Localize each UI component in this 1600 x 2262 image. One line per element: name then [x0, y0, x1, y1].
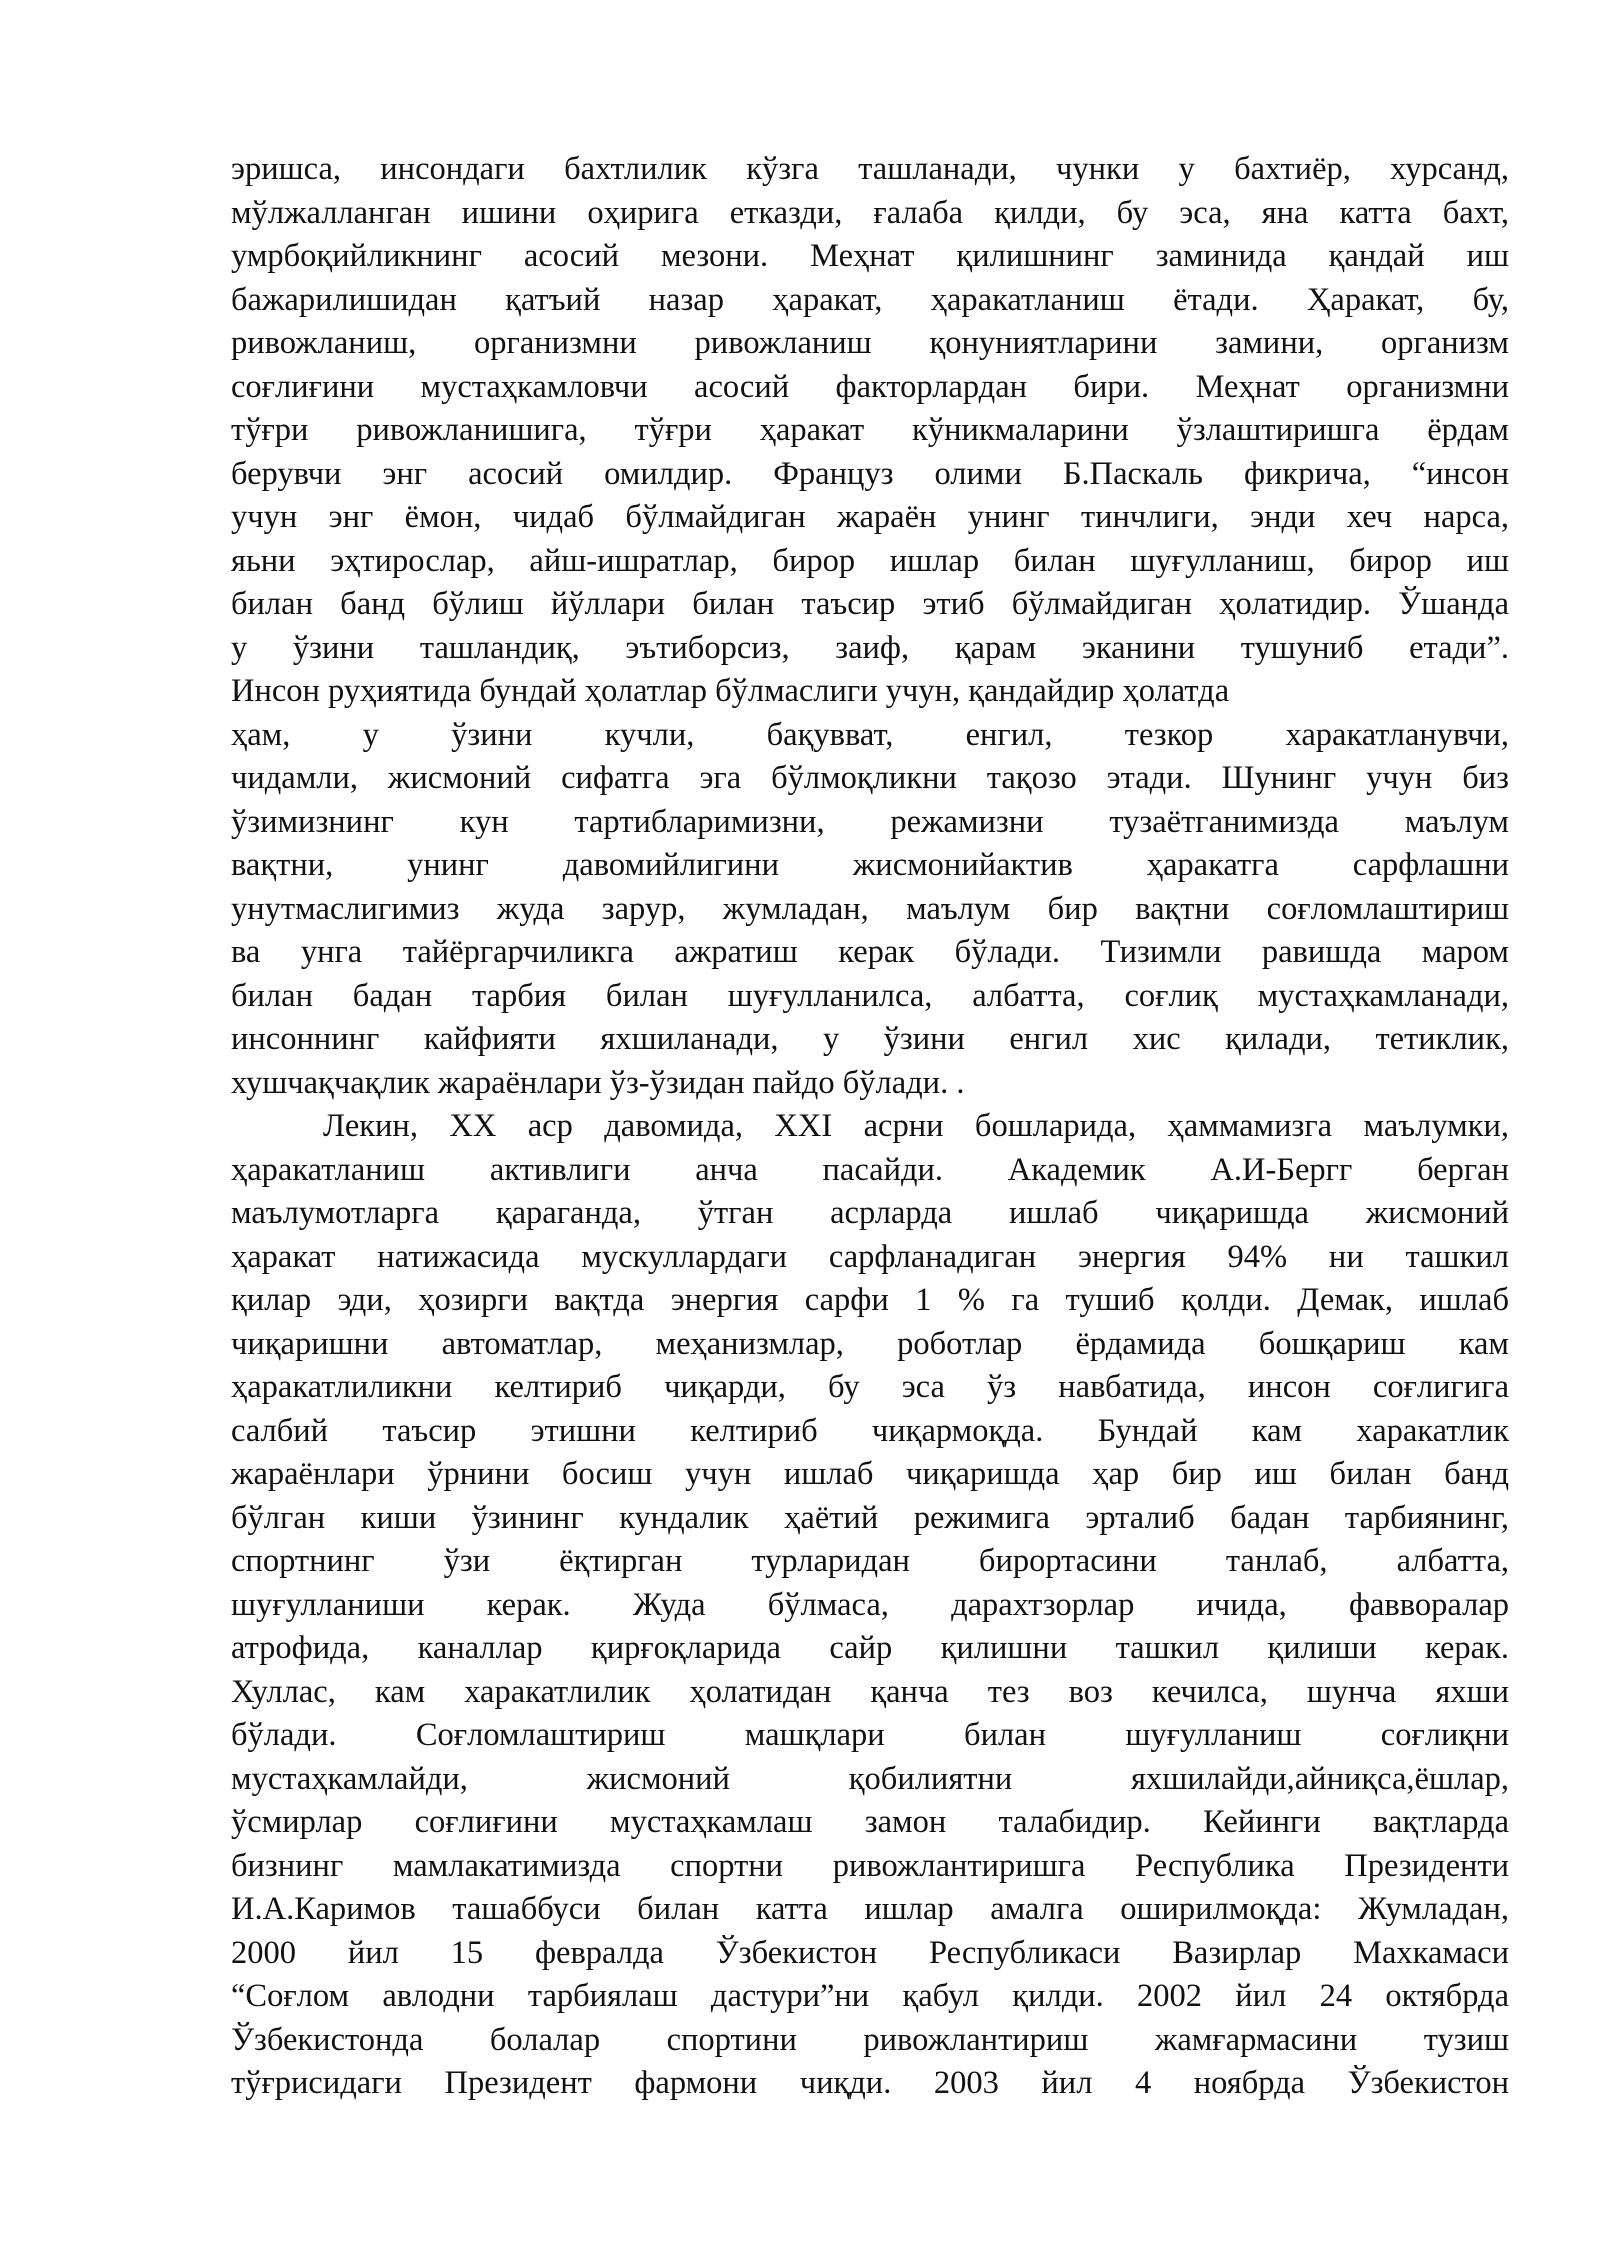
text-line: жараёнлари ўрнини босиш учун ишлаб чиқаришда ҳар бир иш билан банд — [231, 1456, 1509, 1492]
text-line: тўғри ривожланишига, тўғри ҳаракат кўникмаларини ўзлаштиришга ёрдам — [231, 412, 1509, 448]
text-line: бизнинг мамлакатимизда спортни ривожлантиришга Республика Президенти — [231, 1847, 1509, 1884]
text-line: яьни эҳтирослар, айш-ишратлар, бирор ишлар билан шуғулланиш, бирор иш — [231, 542, 1509, 579]
text-line: бажарилишидан қатъий назар ҳаракат, ҳаракатланиш ётади. Ҳаракат, бу, — [231, 281, 1509, 318]
text-line: Лекин, XX аср давомида, XXI асрни бошларида, ҳаммамизга маълумки, — [323, 1108, 1509, 1144]
text-line: мустаҳкамлайди, жисмоний қобилиятни яхшилайди,айниқса,ёшлар, — [231, 1760, 1509, 1797]
text-line: унутмаслигимиз жуда зарур, жумладан, маълум бир вақтни соғломлаштириш — [231, 890, 1509, 927]
text-line: И.А.Каримов ташаббуси билан катта ишлар амалга оширилмоқда: Жумладан, — [231, 1891, 1509, 1927]
text-line: билан банд бўлиш йўллари билан таъсир этиб бўлмайдиган ҳолатидир. Ўшанда — [231, 586, 1509, 622]
text-line: инсоннинг кайфияти яхшиланади, у ўзини енгил хис қилади, тетиклик, — [231, 1021, 1509, 1057]
text-line: мўлжалланган ишини оҳирига етказди, ғалаба қилди, бу эса, яна катта бахт, — [231, 194, 1509, 231]
text-line: ривожланиш, организмни ривожланиш қонуниятларини замини, организм — [231, 325, 1509, 361]
text-line: шуғулланиши керак. Жуда бўлмаса, дарахтзорлар ичида, фавворалар — [231, 1586, 1509, 1623]
text-line: вақтни, унинг давомийлигини жисмонийактив ҳаракатга сарфлашни — [231, 847, 1509, 883]
text-line: умрбоқийликнинг асосий мезони. Меҳнат қилишнинг заминида қандай иш — [231, 238, 1509, 274]
text-line: хушчақчақлик жараёнлари ўз-ўзидан пайдо бўлади. . — [231, 1064, 965, 1101]
text-line: берувчи энг асосий омилдир. Француз олими Б.Паскаль фикрича, “инсон — [231, 455, 1509, 492]
text-line: чидамли, жисмоний сифатга эга бўлмоқликни тақозо этади. Шунинг учун биз — [231, 760, 1509, 796]
text-line: соғлиғини мустаҳкамловчи асосий факторлардан бири. Меҳнат организмни — [231, 368, 1509, 405]
text-line: атрофида, каналлар қирғоқларида сайр қилишни ташкил қилиши керак. — [231, 1630, 1509, 1666]
text-line: 2000 йил 15 февралда Ўзбекистон Республикаси Вазирлар Махкамаси — [231, 1934, 1509, 1971]
text-line: қилар эди, ҳозирги вақтда энергия сарфи 1 % га тушиб қолди. Демак, ишлаб — [231, 1282, 1509, 1318]
text-line: ҳаракатлиликни келтириб чиқарди, бу эса ўз навбатида, инсон соғлигига — [231, 1369, 1509, 1405]
text-line: Инсон руҳиятида бундай ҳолатлар бўлмаслиги учун, қандайдир ҳолатда — [231, 673, 1230, 709]
text-line: ўсмирлар соғлиғини мустаҳкамлаш замон талабидир. Кейинги вақтларда — [231, 1804, 1509, 1840]
text-line: ва унга тайёргарчиликга ажратиш керак бўлади. Тизимли равишда маром — [231, 934, 1509, 970]
text-line: спортнинг ўзи ёқтирган турларидан бирортасини танлаб, албатта, — [231, 1543, 1509, 1579]
text-line: Ўзбекистонда болалар спортини ривожлантириш жамғармасини тузиш — [231, 2021, 1509, 2058]
body-text — [231, 148, 1509, 2106]
text-line: ҳаракатланиш активлиги анча пасайди. Академик А.И-Бергг берган — [231, 1151, 1509, 1188]
text-line: ҳаракат натижасида мускуллардаги сарфланадиган энергия 94% ни ташкил — [231, 1238, 1509, 1275]
text-line: ҳам, у ўзини кучли, бақувват, енгил, тезкор харакатланувчи, — [231, 716, 1509, 753]
text-line: билан бадан тарбия билан шуғулланилса, албатта, соғлиқ мустаҳкамланади, — [231, 977, 1509, 1014]
text-line: тўғрисидаги Президент фармони чиқди. 2003 йил 4 ноябрда Ўзбекистон — [231, 2065, 1509, 2101]
text-line: ўзимизнинг кун тартибларимизни, режамизни тузаётганимизда маълум — [231, 803, 1509, 840]
text-line: “Соғлом авлодни тарбиялаш дастури”ни қабул қилди. 2002 йил 24 октябрда — [231, 1978, 1509, 2014]
text-line: учун энг ёмон, чидаб бўлмайдиган жараён унинг тинчлиги, энди хеч нарса, — [231, 499, 1509, 535]
text-line: бўлади. Соғломлаштириш машқлари билан шуғулланиш соғлиқни — [231, 1717, 1509, 1753]
text-line: маълумотларга қараганда, ўтган асрларда ишлаб чиқаришда жисмоний — [231, 1195, 1509, 1231]
text-line: салбий таъсир этишни келтириб чиқармоқда. Бундай кам харакатлик — [231, 1412, 1509, 1449]
text-line: бўлган киши ўзининг кундалик ҳаётий режимига эрталиб бадан тарбиянинг, — [231, 1499, 1509, 1536]
text-line: эришса, инсондаги бахтлилик кўзга ташланади, чунки у бахтиёр, хурсанд, — [231, 151, 1509, 187]
text-line: чиқаришни автоматлар, меҳанизмлар, роботлар ёрдамида бошқариш кам — [231, 1325, 1509, 1362]
text-line: Хуллас, кам харакатлилик ҳолатидан қанча тез воз кечилса, шунча яхши — [231, 1673, 1509, 1710]
text-line: у ўзини ташландиқ, эътиборсиз, заиф, қарам эканини тушуниб етади”. — [231, 629, 1509, 666]
